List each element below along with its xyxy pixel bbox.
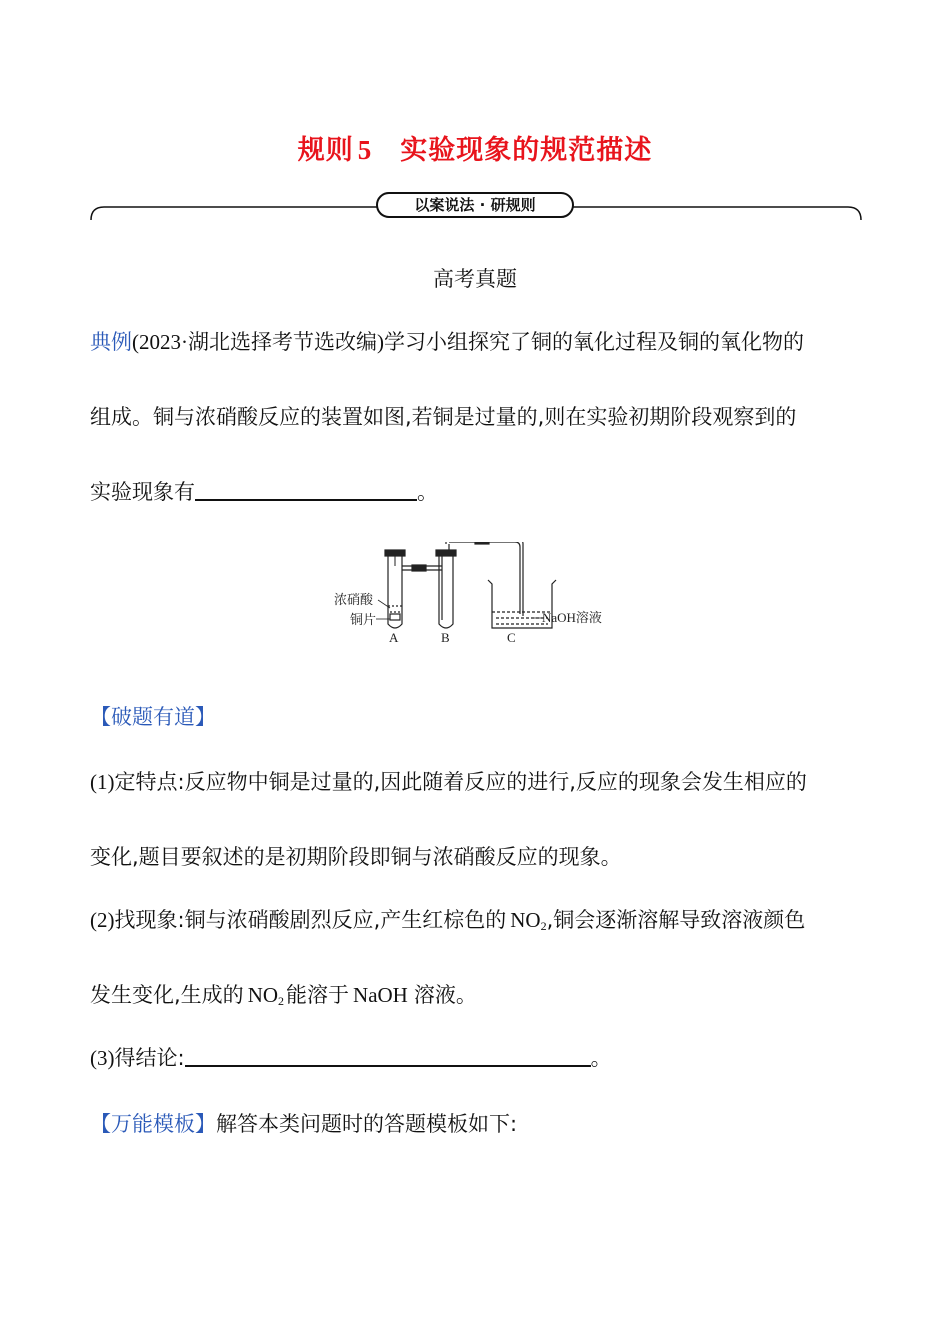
label-naoh-solution: NaOH溶液 xyxy=(542,610,602,625)
analysis-p3-line xyxy=(90,1044,612,1072)
analysis-p2-text-b: ,铜会逐渐溶解导致溶液颜色 xyxy=(546,908,806,932)
label-copper-sheet: 铜片 xyxy=(350,612,377,627)
analysis-p3-suffix: 。 xyxy=(590,1046,612,1070)
connector-ab xyxy=(402,565,442,571)
section-heading: 高考真题 xyxy=(433,267,517,291)
label-concentrated-nitric-acid: 浓硝酸 xyxy=(334,592,374,607)
connector-bc xyxy=(446,542,523,616)
apparatus-diagram xyxy=(330,542,620,650)
test-tube-a xyxy=(385,550,405,628)
template-line xyxy=(90,1110,517,1138)
analysis-p2-line2-b: 能溶于 xyxy=(286,983,350,1007)
formula-no2 xyxy=(510,908,546,932)
analysis-p1-line1 xyxy=(90,768,807,796)
example-tag: 典例 xyxy=(90,330,132,354)
analysis-p2-text-a: 找现象:铜与浓硝酸剧烈反应,产生红棕色的 xyxy=(114,908,507,932)
analysis-p2-line2-a: 发生变化,生成的 xyxy=(90,983,244,1007)
example-source: (2023·湖北选择考节选改编) xyxy=(132,330,384,354)
label-c: C xyxy=(507,630,516,645)
example-line3-prefix: 实验现象有 xyxy=(90,480,195,504)
analysis-p3-text: 得结论: xyxy=(114,1046,185,1070)
analysis-p1-text: 定特点:反应物中铜是过量的,因此随着反应的进行,反应的现象会发生相应的 xyxy=(114,770,807,794)
title-prefix: 规则 xyxy=(297,135,354,166)
page-title xyxy=(0,128,950,167)
formula-no2-main: NO xyxy=(510,908,541,932)
label-a: A xyxy=(389,630,399,645)
example-line-2: 组成。铜与浓硝酸反应的装置如图,若铜是过量的,则在实验初期阶段观察到的 xyxy=(90,405,797,429)
formula-no2-second xyxy=(248,983,284,1007)
example-line-3 xyxy=(90,478,438,506)
analysis-p2-line2-c: 溶液。 xyxy=(413,983,477,1007)
title-number: 5 xyxy=(357,135,373,165)
template-text: 解答本类问题时的答题模板如下: xyxy=(216,1112,518,1136)
test-tube-b xyxy=(436,544,456,628)
analysis-p1-number: (1) xyxy=(90,770,115,794)
analysis-p2-number: (2) xyxy=(90,908,115,932)
analysis-p1-line2: 变化,题目要叙述的是初期阶段即铜与浓硝酸反应的现象。 xyxy=(90,845,622,869)
analysis-p2-line2 xyxy=(90,981,477,1015)
formula-no2-sub: 2 xyxy=(540,919,547,933)
label-pointers xyxy=(376,600,542,619)
example-line1-text: 学习小组探究了铜的氧化过程及铜的氧化物的 xyxy=(383,330,804,354)
answer-blank-2[interactable] xyxy=(185,1045,591,1067)
analysis-heading: 【破题有道】 xyxy=(90,705,216,729)
template-heading: 【万能模板】 xyxy=(90,1112,216,1136)
formula-naoh: NaOH xyxy=(353,983,408,1007)
analysis-p3-number: (3) xyxy=(90,1046,115,1070)
label-b: B xyxy=(441,630,450,645)
example-line-1 xyxy=(90,328,804,356)
banner-label: 以案说法 · 研规则 xyxy=(414,196,536,214)
formula-no2-second-sub: 2 xyxy=(278,994,285,1008)
formula-no2-second-main: NO xyxy=(247,983,279,1007)
answer-blank-1[interactable] xyxy=(195,479,417,501)
title-text: 实验现象的规范描述 xyxy=(400,135,653,166)
section-banner xyxy=(376,192,574,218)
example-line3-suffix: 。 xyxy=(417,480,438,504)
analysis-p2-line1 xyxy=(90,906,805,940)
